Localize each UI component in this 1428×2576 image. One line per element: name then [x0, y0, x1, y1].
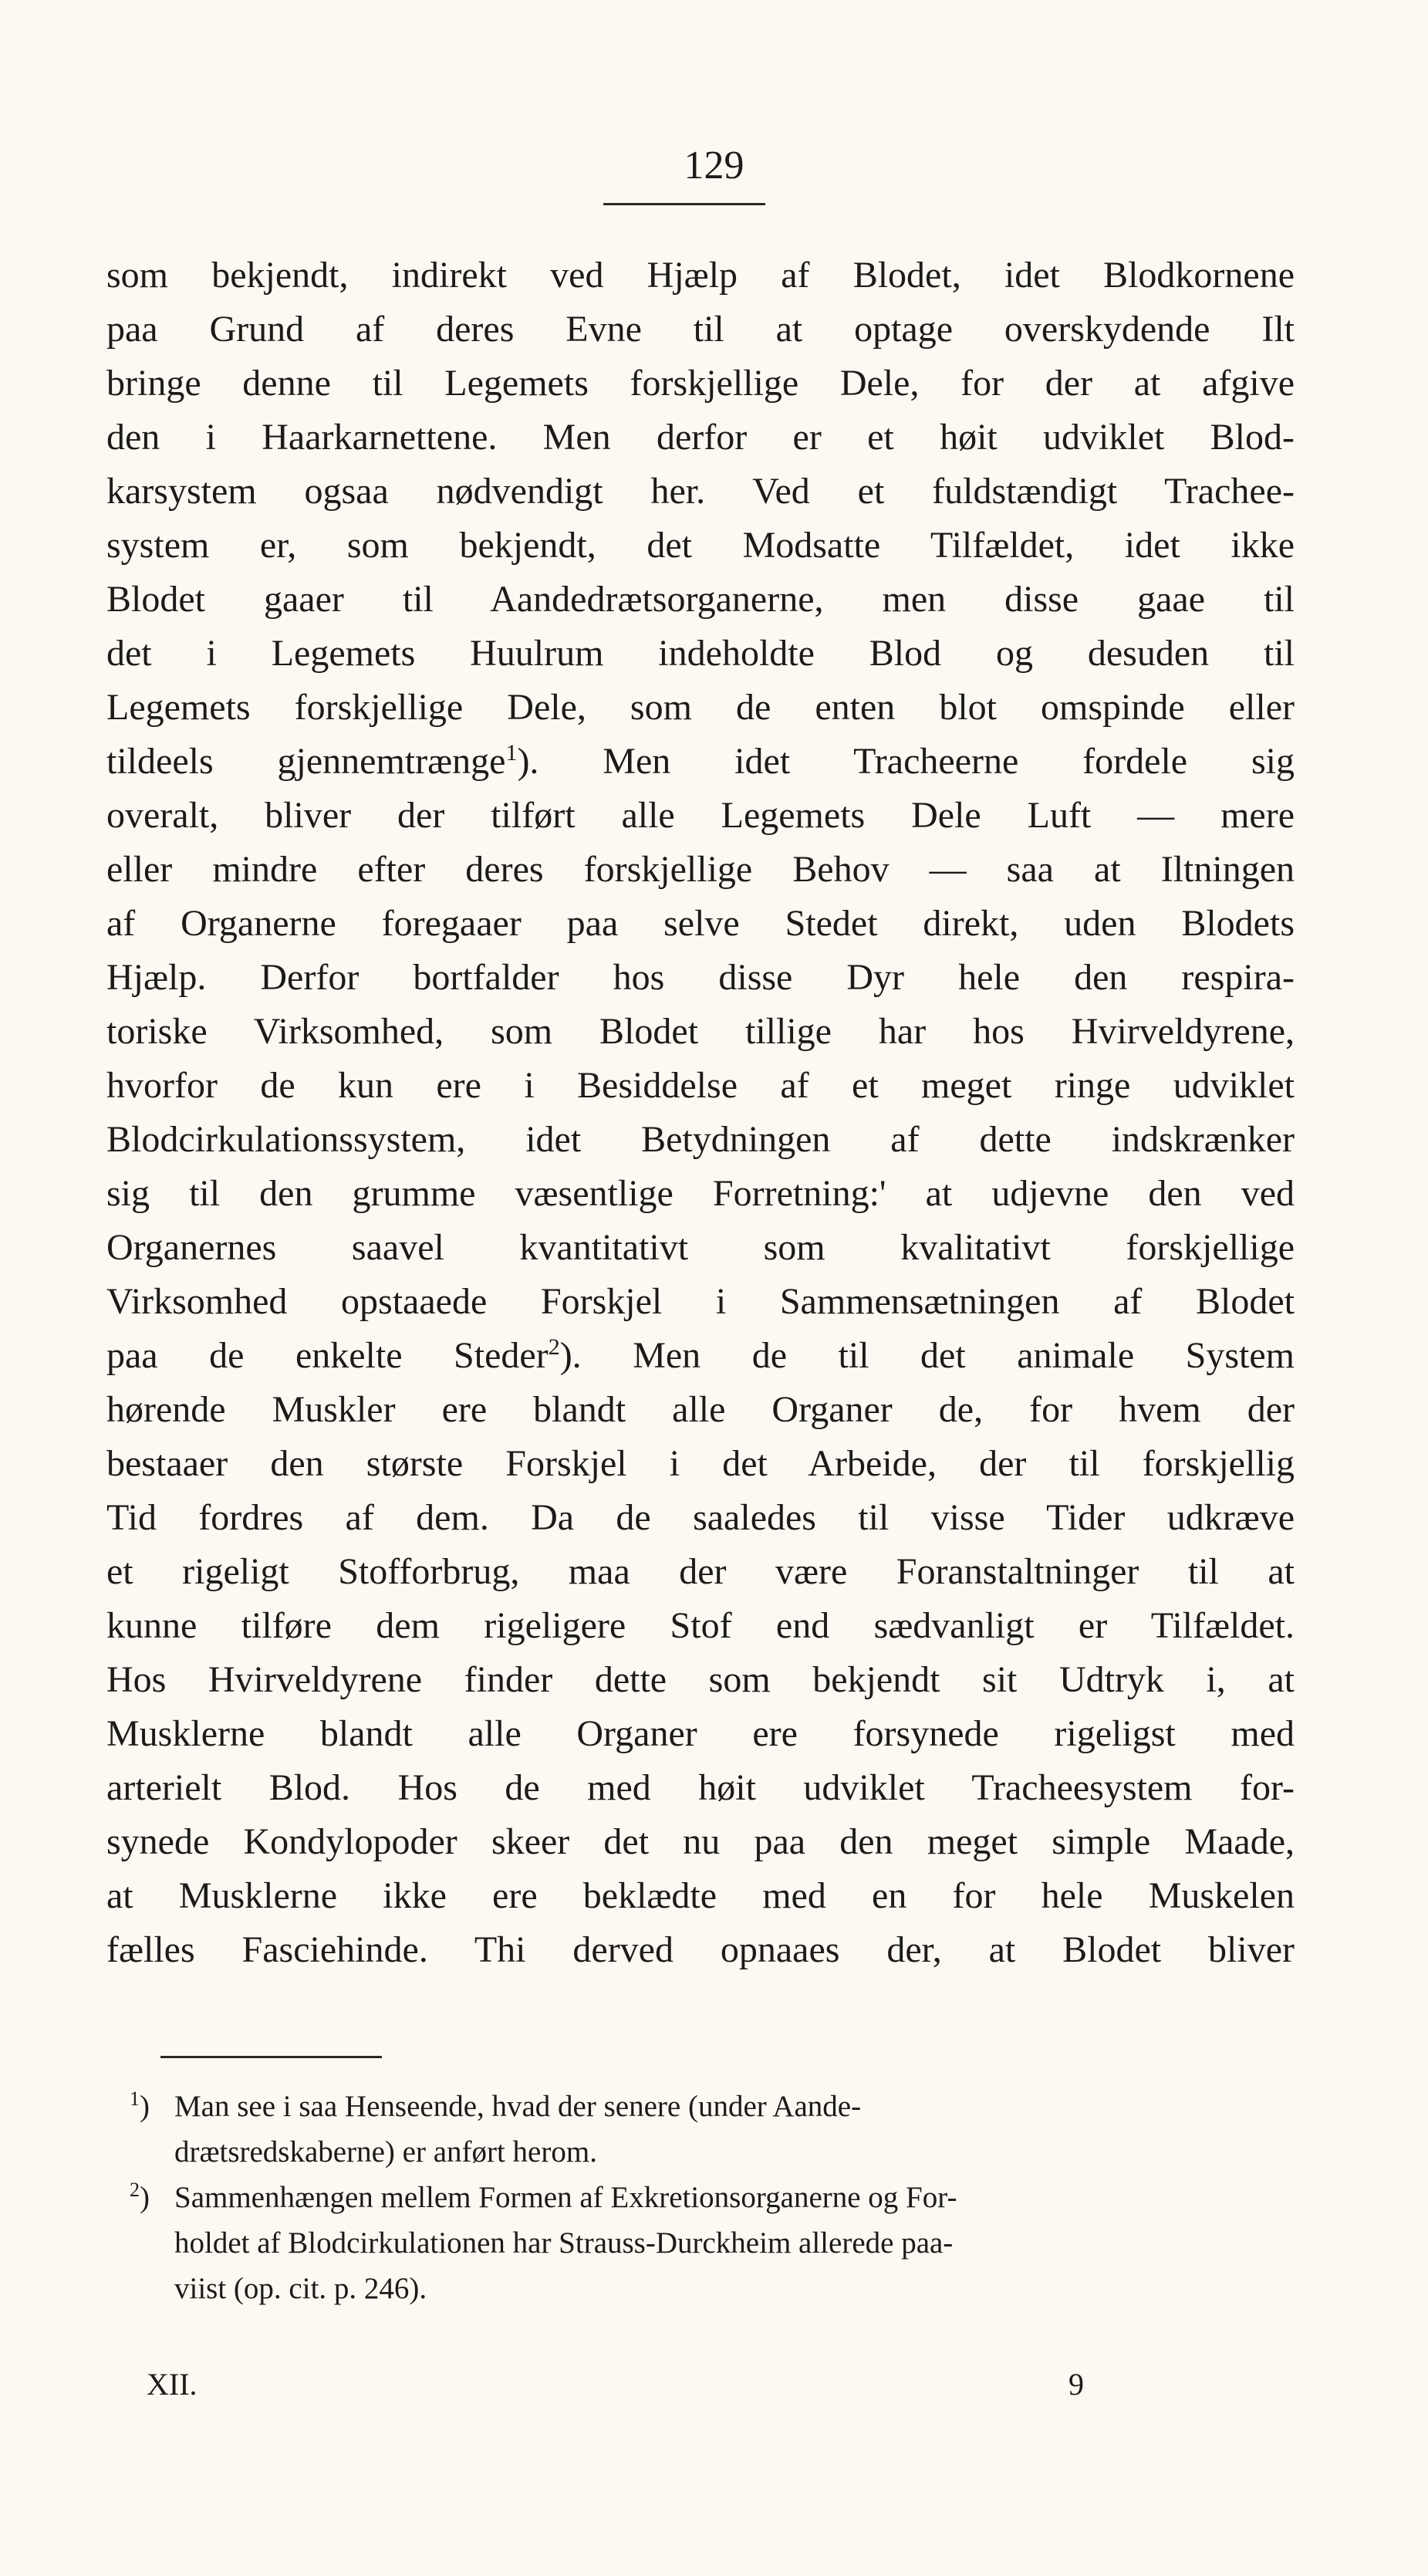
footnotes: [130, 2084, 1295, 2311]
footnote-2-continuation: viist (op. cit. p. 246).: [174, 2272, 427, 2305]
text-line-with-footnote-ref: [106, 1329, 1295, 1383]
footnote-marker-number: 2: [130, 2179, 140, 2201]
text-line: overalt, bliver der tilført alle Legemets Dele Luft — mere: [106, 795, 1295, 836]
page-number: 129: [684, 144, 744, 188]
text-line: Tid fordres af dem. Da de saaledes til visse Tider udkræve: [106, 1497, 1295, 1538]
signature-volume: XII.: [147, 2367, 197, 2402]
text-line: den i Haarkarnettene. Men derfor er et høit udviklet Blod-: [106, 417, 1295, 458]
text-line: hørende Muskler ere blandt alle Organer de, for hvem der: [106, 1389, 1295, 1430]
text-line: Blodcirkulationssystem, idet Betydningen af dette indskrænker: [106, 1119, 1295, 1160]
text-fragment: paa de enkelte Steder: [106, 1335, 549, 1376]
text-line: paa Grund af deres Evne til at optage overskydende Ilt: [106, 309, 1295, 350]
footnote-marker: $^2$): [130, 2179, 150, 2214]
text-line: et rigeligt Stofforbrug, maa der være Foranstaltninger til at: [106, 1551, 1295, 1592]
text-line: eller mindre efter deres forskjellige Behov — saa at Iltningen: [106, 849, 1295, 890]
text-line: bestaaer den største Forskjel i det Arbeide, der til forskjellig: [106, 1443, 1295, 1484]
text-fragment: ). Men de til det animale System: [559, 1335, 1295, 1376]
text-line-with-footnote-ref: [106, 735, 1295, 789]
footnote-marker-number: 1: [130, 2088, 140, 2110]
text-line: synede Kondylopoder skeer det nu paa den meget simple Maade,: [106, 1821, 1295, 1862]
footnote-2: [130, 2175, 1295, 2220]
footnote-1: [130, 2084, 1295, 2129]
text-line: Organernes saavel kvantitativt som kvalitativt forskjellige: [106, 1227, 1295, 1268]
footnote-ref-1: 1: [505, 740, 518, 766]
footnote-text: Sammenhængen mellem Formen af Exkretionsorganerne og For-: [174, 2181, 957, 2214]
text-line: Legemets forskjellige Dele, som de enten blot omspinde eller: [106, 687, 1295, 728]
text-line: Musklerne blandt alle Organer ere forsynede rigeligst med: [106, 1713, 1295, 1754]
text-fragment: ). Men idet Tracheerne fordele sig: [517, 741, 1295, 782]
text-line: af Organerne foregaaer paa selve Stedet direkt, uden Blodets: [106, 903, 1295, 944]
text-line: det i Legemets Huulrum indeholdte Blod og desuden til: [106, 633, 1295, 674]
signature-number: 9: [1068, 2367, 1084, 2402]
text-line: hvorfor de kun ere i Besiddelse af et meget ringe udviklet: [106, 1065, 1295, 1106]
text-line: Hos Hvirveldyrene finder dette som bekjendt sit Udtryk i, at: [106, 1659, 1295, 1700]
footnote-marker: $^1$): [130, 2088, 150, 2123]
text-line: Blodet gaaer til Aandedrætsorganerne, men disse gaae til: [106, 579, 1295, 620]
text-line: kunne tilføre dem rigeligere Stof end sædvanligt er Tilfældet.: [106, 1605, 1295, 1646]
text-fragment: tildeels gjennemtrænge: [106, 741, 506, 782]
footnote-rule: [160, 2056, 382, 2058]
text-line: sig til den grumme væsentlige Forretning:' at udjevne den ved: [106, 1173, 1295, 1214]
text-line: bringe denne til Legemets forskjellige Dele, for der at afgive: [106, 363, 1295, 404]
text-line: system er, som bekjendt, det Modsatte Tilfældet, idet ikke: [106, 525, 1295, 566]
text-line: toriske Virksomhed, som Blodet tillige har hos Hvirveldyrene,: [106, 1011, 1295, 1052]
text-line: fælles Fasciehinde. Thi derved opnaaes der, at Blodet bliver: [106, 1929, 1295, 1970]
footnote-1-continuation: drætsredskaberne) er anført herom.: [174, 2135, 597, 2169]
text-line: Hjælp. Derfor bortfalder hos disse Dyr hele den respira-: [106, 957, 1295, 998]
text-line: karsystem ogsaa nødvendigt her. Ved et fuldstændigt Trachee-: [106, 471, 1295, 512]
footnote-ref-2: 2: [548, 1334, 560, 1360]
page-number-rule: [603, 203, 765, 205]
text-line: som bekjendt, indirekt ved Hjælp af Blodet, idet Blodkornene: [106, 255, 1295, 296]
footnote-text: Man see i saa Henseende, hvad der senere (under Aande-: [174, 2090, 862, 2123]
footnote-2-continuation: holdet af Blodcirkulationen har Strauss-Durckheim allerede paa-: [174, 2226, 954, 2260]
body-text: [106, 248, 1295, 1977]
text-line: Virksomhed opstaaede Forskjel i Sammensætningen af Blodet: [106, 1281, 1295, 1322]
text-line: arterielt Blod. Hos de med høit udviklet Tracheesystem for-: [106, 1767, 1295, 1808]
text-line: at Musklerne ikke ere beklædte med en for hele Muskelen: [106, 1875, 1295, 1916]
